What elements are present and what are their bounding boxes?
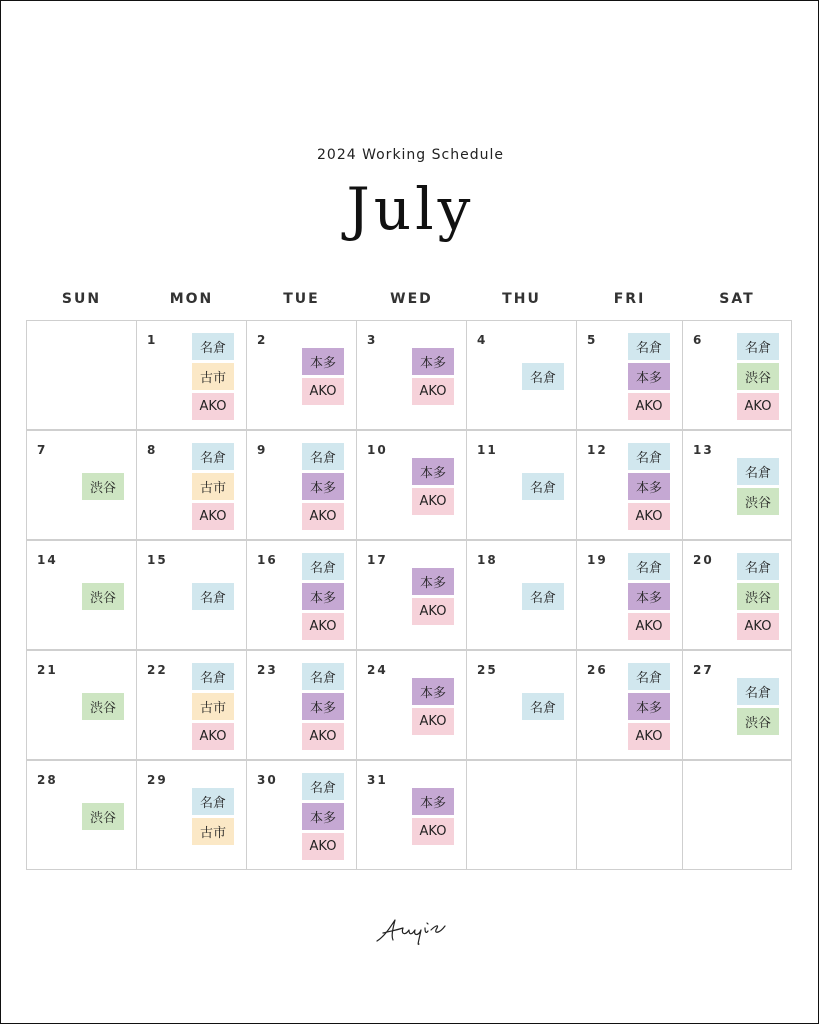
- shift-tag-nakura: 名倉: [522, 583, 564, 610]
- shift-tag-honda: 本多: [628, 363, 670, 390]
- shift-tag-nakura: 名倉: [302, 553, 344, 580]
- shift-tag-ako: AKO: [302, 613, 344, 640]
- day-cell-20: [682, 540, 792, 650]
- shift-tag-honda: 本多: [412, 788, 454, 815]
- day-cell-31: [356, 760, 467, 870]
- day-cell-12: [576, 430, 683, 540]
- shift-tags: [626, 441, 672, 531]
- day-number: 30: [257, 773, 278, 787]
- day-number: 26: [587, 663, 608, 677]
- day-number: 5: [587, 333, 598, 347]
- day-number: 29: [147, 773, 168, 787]
- shift-tag-honda: 本多: [302, 803, 344, 830]
- day-number: 3: [367, 333, 378, 347]
- empty-cell: [26, 320, 137, 430]
- shift-tag-honda: 本多: [412, 678, 454, 705]
- shift-tag-shibuya: 渋谷: [737, 488, 779, 515]
- shift-tag-ako: AKO: [192, 393, 234, 420]
- shift-tag-nakura: 名倉: [192, 663, 234, 690]
- day-cell-13: [682, 430, 792, 540]
- shift-tags: [520, 551, 566, 641]
- day-number: 16: [257, 553, 278, 567]
- shift-tag-ako: AKO: [737, 613, 779, 640]
- shift-tags: [735, 331, 781, 421]
- shift-tag-nakura: 名倉: [302, 443, 344, 470]
- day-number: 19: [587, 553, 608, 567]
- shift-tag-ako: AKO: [628, 613, 670, 640]
- shift-tags: [80, 771, 126, 861]
- shift-tag-ako: AKO: [412, 488, 454, 515]
- shift-tag-nakura: 名倉: [628, 663, 670, 690]
- day-number: 21: [37, 663, 58, 677]
- day-number: 7: [37, 443, 48, 457]
- day-cell-16: [246, 540, 357, 650]
- weekday-fri: FRI: [613, 291, 646, 307]
- day-number: 27: [693, 663, 714, 677]
- day-number: 10: [367, 443, 388, 457]
- empty-cell: [576, 760, 683, 870]
- weekday-sun: SUN: [61, 291, 102, 307]
- day-number: 24: [367, 663, 388, 677]
- day-cell-2: [246, 320, 357, 430]
- weekday-mon: MON: [169, 291, 214, 307]
- day-cell-27: [682, 650, 792, 760]
- day-cell-8: [136, 430, 247, 540]
- weekday-thu: THU: [502, 291, 541, 307]
- shift-tag-ako: AKO: [737, 393, 779, 420]
- shift-tags: [410, 551, 456, 641]
- day-cell-4: [466, 320, 577, 430]
- day-cell-26: [576, 650, 683, 760]
- day-number: 13: [693, 443, 714, 457]
- shift-tag-nakura: 名倉: [522, 363, 564, 390]
- shift-tag-nakura: 名倉: [737, 458, 779, 485]
- shift-tag-shibuya: 渋谷: [737, 708, 779, 735]
- shift-tag-nakura: 名倉: [192, 583, 234, 610]
- day-number: 9: [257, 443, 268, 457]
- shift-tag-shibuya: 渋谷: [82, 473, 124, 500]
- shift-tags: [735, 551, 781, 641]
- day-number: 20: [693, 553, 714, 567]
- shift-tags: [300, 441, 346, 531]
- shift-tag-nakura: 名倉: [737, 553, 779, 580]
- shift-tag-shibuya: 渋谷: [82, 803, 124, 830]
- shift-tag-ako: AKO: [412, 598, 454, 625]
- day-cell-1: [136, 320, 247, 430]
- day-cell-18: [466, 540, 577, 650]
- day-cell-17: [356, 540, 467, 650]
- weekday-wed: WED: [390, 291, 433, 307]
- shift-tag-ako: AKO: [412, 378, 454, 405]
- day-number: 15: [147, 553, 168, 567]
- shift-tags: [80, 661, 126, 751]
- shift-tags: [80, 441, 126, 531]
- shift-tags: [735, 441, 781, 531]
- day-cell-30: [246, 760, 357, 870]
- empty-cell: [682, 760, 792, 870]
- day-number: 1: [147, 333, 158, 347]
- empty-cell: [466, 760, 577, 870]
- day-cell-21: [26, 650, 137, 760]
- shift-tag-nakura: 名倉: [192, 333, 234, 360]
- shift-tags: [410, 771, 456, 861]
- shift-tag-ako: AKO: [412, 708, 454, 735]
- shift-tags: [410, 331, 456, 421]
- shift-tag-ako: AKO: [628, 723, 670, 750]
- day-number: 23: [257, 663, 278, 677]
- weekday-sat: SAT: [719, 291, 755, 307]
- day-cell-6: [682, 320, 792, 430]
- shift-tag-furuichi: 古市: [192, 818, 234, 845]
- shift-tag-furuichi: 古市: [192, 473, 234, 500]
- shift-tags: [190, 331, 236, 421]
- shift-tag-nakura: 名倉: [302, 663, 344, 690]
- shift-tag-ako: AKO: [192, 723, 234, 750]
- shift-tags: [300, 331, 346, 421]
- shift-tags: [410, 661, 456, 751]
- day-number: 8: [147, 443, 158, 457]
- shift-tags: [300, 551, 346, 641]
- shift-tag-nakura: 名倉: [628, 553, 670, 580]
- shift-tag-honda: 本多: [628, 583, 670, 610]
- shift-tag-ako: AKO: [302, 503, 344, 530]
- shift-tag-honda: 本多: [412, 568, 454, 595]
- shift-tags: [520, 661, 566, 751]
- shift-tag-ako: AKO: [628, 393, 670, 420]
- shift-tags: [300, 771, 346, 861]
- shift-tag-nakura: 名倉: [302, 773, 344, 800]
- shift-tags: [626, 661, 672, 751]
- day-number: 14: [37, 553, 58, 567]
- shift-tags: [626, 331, 672, 421]
- weekday-tue: TUE: [283, 291, 320, 307]
- shift-tag-ako: AKO: [192, 503, 234, 530]
- day-cell-10: [356, 430, 467, 540]
- shift-tag-ako: AKO: [412, 818, 454, 845]
- day-number: 4: [477, 333, 488, 347]
- shift-tags: [520, 441, 566, 531]
- shift-tag-ako: AKO: [628, 503, 670, 530]
- shift-tag-honda: 本多: [302, 583, 344, 610]
- shift-tag-honda: 本多: [302, 473, 344, 500]
- shift-tag-honda: 本多: [412, 348, 454, 375]
- day-number: 25: [477, 663, 498, 677]
- day-number: 12: [587, 443, 608, 457]
- shift-tag-shibuya: 渋谷: [82, 583, 124, 610]
- day-number: 18: [477, 553, 498, 567]
- day-cell-24: [356, 650, 467, 760]
- shift-tags: [80, 551, 126, 641]
- shift-tag-nakura: 名倉: [192, 443, 234, 470]
- shift-tag-honda: 本多: [302, 693, 344, 720]
- shift-tag-shibuya: 渋谷: [737, 583, 779, 610]
- day-cell-19: [576, 540, 683, 650]
- shift-tags: [190, 661, 236, 751]
- day-cell-23: [246, 650, 357, 760]
- day-cell-22: [136, 650, 247, 760]
- signature-logo: [373, 906, 453, 951]
- day-cell-5: [576, 320, 683, 430]
- day-number: 6: [693, 333, 704, 347]
- shift-tag-nakura: 名倉: [628, 443, 670, 470]
- shift-tags: [626, 551, 672, 641]
- shift-tags: [300, 661, 346, 751]
- day-number: 22: [147, 663, 168, 677]
- day-number: 2: [257, 333, 268, 347]
- day-cell-3: [356, 320, 467, 430]
- day-cell-25: [466, 650, 577, 760]
- day-number: 28: [37, 773, 58, 787]
- day-cell-29: [136, 760, 247, 870]
- shift-tag-nakura: 名倉: [192, 788, 234, 815]
- shift-tag-shibuya: 渋谷: [82, 693, 124, 720]
- shift-tags: [190, 441, 236, 531]
- shift-tag-honda: 本多: [628, 473, 670, 500]
- day-cell-28: [26, 760, 137, 870]
- month-title: July: [346, 175, 475, 243]
- shift-tag-shibuya: 渋谷: [737, 363, 779, 390]
- day-cell-9: [246, 430, 357, 540]
- shift-tags: [520, 331, 566, 421]
- shift-tags: [190, 551, 236, 641]
- shift-tag-ako: AKO: [302, 723, 344, 750]
- shift-tag-nakura: 名倉: [628, 333, 670, 360]
- shift-tag-ako: AKO: [302, 378, 344, 405]
- shift-tag-honda: 本多: [628, 693, 670, 720]
- day-number: 17: [367, 553, 388, 567]
- shift-tag-ako: AKO: [302, 833, 344, 860]
- day-cell-15: [136, 540, 247, 650]
- shift-tag-furuichi: 古市: [192, 363, 234, 390]
- shift-tag-honda: 本多: [302, 348, 344, 375]
- shift-tags: [410, 441, 456, 531]
- schedule-subtitle: 2024 Working Schedule: [317, 147, 504, 163]
- shift-tag-nakura: 名倉: [522, 693, 564, 720]
- day-number: 31: [367, 773, 388, 787]
- shift-tag-nakura: 名倉: [737, 678, 779, 705]
- shift-tag-nakura: 名倉: [737, 333, 779, 360]
- day-number: 11: [477, 443, 498, 457]
- day-cell-14: [26, 540, 137, 650]
- shift-tags: [735, 661, 781, 751]
- shift-tag-furuichi: 古市: [192, 693, 234, 720]
- shift-tag-nakura: 名倉: [522, 473, 564, 500]
- calendar-grid: [26, 320, 792, 870]
- day-cell-7: [26, 430, 137, 540]
- shift-tags: [190, 771, 236, 861]
- day-cell-11: [466, 430, 577, 540]
- shift-tag-honda: 本多: [412, 458, 454, 485]
